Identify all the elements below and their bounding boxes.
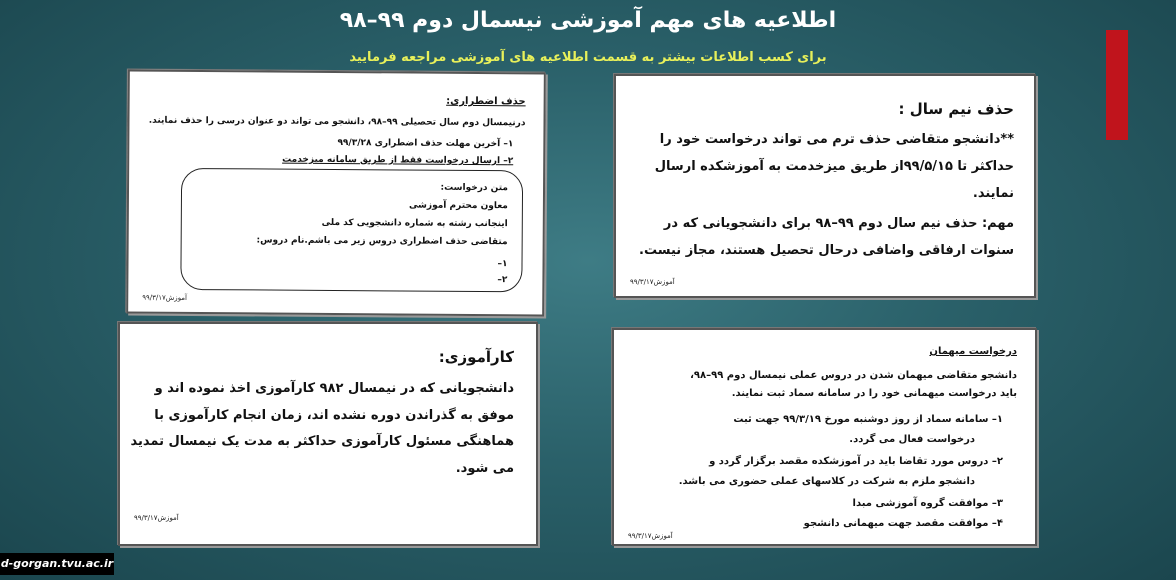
- page-title: اطلاعیه های مهم آموزشی نیسمال دوم ۹۹–۹۸: [339, 8, 837, 33]
- notice-item: ۱– آخرین مهلت حذف اضطراری ۹۹/۳/۲۸: [337, 138, 514, 150]
- request-title: متن درخواست:: [440, 182, 509, 194]
- emergency-drop-notice: [126, 70, 546, 317]
- notice-item: درخواست فعال می گردد.: [849, 434, 975, 445]
- notice-line: دانشجو متقاضی میهمان شدن در دروس عملی نیمسال دوم ۹۹–۹۸،: [690, 370, 1017, 381]
- notice-paragraph: دانشجویانی که در نیمسال ۹۸۲ کارآموزی اخذ نموده اند و موفق به گذراندن دوره نشده اند، زمان انجام کارآموزی با هماهنگی مسئول کارآموزی حداکثر به مدت یک نیمسال تمدید می شود.: [130, 381, 514, 476]
- request-text-box: [180, 168, 523, 292]
- notice-date: آموزش۹۹/۳/۱۷: [630, 278, 675, 286]
- notice-item: ۴– موافقت مقصد جهت میهمانی دانشجو: [803, 518, 1003, 529]
- request-item: ۲–: [497, 275, 508, 286]
- semester-drop-notice: [614, 74, 1036, 298]
- request-fields: اینجانب رشته به شماره دانشجویی کد ملی: [321, 217, 508, 230]
- notice-item: ۲– دروس مورد تقاضا باید در آموزشکده مقصد برگزار گردد و: [709, 456, 1003, 467]
- page-subtitle: برای کسب اطلاعات بیشتر به قسمت اطلاعیه های آموزشی مراجعه فرمایید: [349, 50, 827, 65]
- request-greeting: معاون محترم آموزشی: [408, 200, 508, 212]
- notice-line: باید درخواست میهمانی خود را در سامانه سماد ثبت نمایند.: [731, 388, 1017, 399]
- red-accent-bar: [1106, 30, 1128, 140]
- notice-item: ۱– سامانه سماد از روز دوشنبه مورخ ۹۹/۳/۱۹ جهت ثبت: [733, 414, 1003, 425]
- notice-item: ۲– ارسال درخواست فقط از طریق سامانه میزخدمت: [282, 154, 514, 167]
- notice-date: آموزش۹۹/۳/۱۷: [142, 293, 188, 302]
- notice-item: دانشجو ملزم به شرکت در کلاسهای عملی حضوری می باشد.: [678, 476, 975, 487]
- site-watermark: d-gorgan.tvu.ac.ir: [0, 553, 114, 575]
- internship-notice: [118, 322, 538, 546]
- request-item: ۱–: [497, 259, 508, 270]
- notice-heading: درخواست میهمان: [929, 346, 1017, 357]
- notice-heading: حذف اضطراری:: [446, 95, 526, 108]
- notice-heading: کارآموزی:: [438, 348, 514, 366]
- notice-item: ۳– موافقت گروه آموزشی مبدا: [852, 498, 1003, 509]
- notice-heading: حذف نیم سال :: [898, 100, 1014, 118]
- notice-paragraph: **دانشجو متقاضی حذف ترم می تواند درخواست خود را حداکثر تا ۹۹/۵/۱۵از طریق میزخدمت به آموزشکده ارسال نمایند.: [654, 132, 1014, 201]
- request-body: متقاضی حذف اضطراری دروس زیر می باشم.نام دروس:: [256, 235, 508, 248]
- notice-date: آموزش۹۹/۳/۱۷: [628, 532, 673, 540]
- notice-intro: درنیمسال دوم سال تحصیلی ۹۹–۹۸، دانشجو می تواند دو عنوان درسی را حذف نمایند.: [148, 115, 526, 129]
- notice-date: آموزش۹۹/۳/۱۷: [134, 514, 179, 522]
- notice-paragraph: مهم: حذف نیم سال دوم ۹۹–۹۸ برای دانشجویانی که در سنوات ارفاقی واضافی درحال تحصیل هستند، مجاز نیست.: [639, 216, 1014, 258]
- guest-request-notice: [612, 328, 1037, 546]
